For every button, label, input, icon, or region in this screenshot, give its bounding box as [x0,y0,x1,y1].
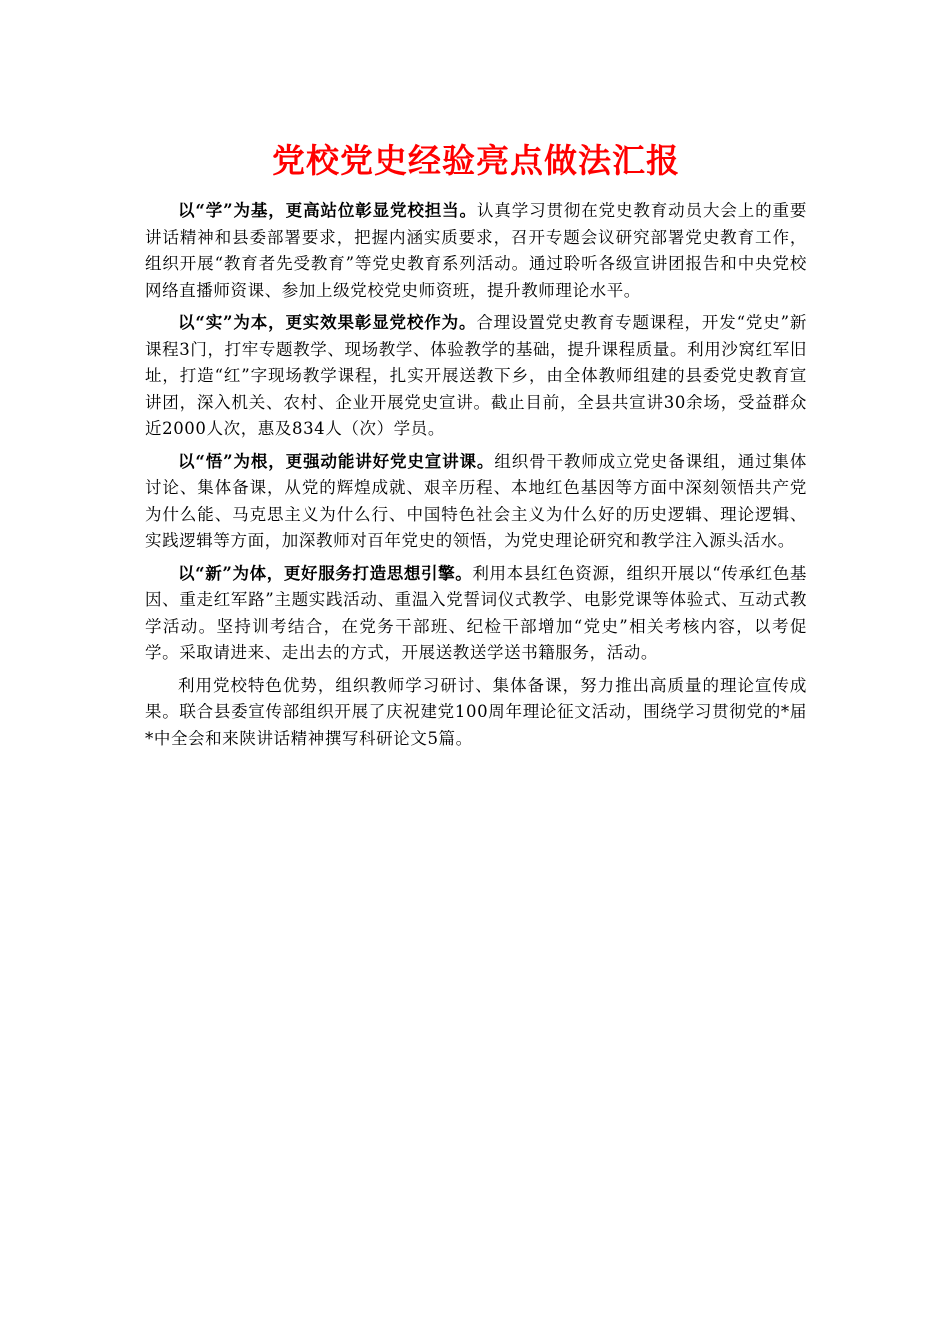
paragraph-body: 合理设置党史教育专题课程，开发“党史”新课程3门，打牢专题教学、现场教学、体验教学的基础，提升课程质量。利用沙窝红军旧址，打造“红”字现场教学课程，扎实开展送教下乡，由全体教师组建的县委党史教育宣讲团，深入机关、农村、企业开展党史宣讲。截止目前，全县共宣讲30余场，受益群众近2000人次，惠及834人（次）学员。 [145,313,807,438]
paragraph-body: 认真学习贯彻在党史教育动员大会上的重要讲话精神和县委部署要求，把握内涵实质要求，召开专题会议研究部署党史教育工作，组织开展“教育者先受教育”等党史教育系列活动。通过聆听各级宣讲团报告和中央党校网络直播师资课、参加上级党校党史师资班，提升教师理论水平。 [145,201,807,300]
paragraph-achievements [145,673,807,753]
document-page [145,136,807,758]
paragraph-innovation [145,561,807,667]
paragraph-lead: 以“悟”为根，更强动能讲好党史宣讲课。 [178,451,495,471]
paragraph-lead: 以“学”为基，更高站位彰显党校担当。 [178,201,477,220]
paragraph-understanding [145,449,807,555]
paragraph-body: 利用党校特色优势，组织教师学习研讨、集体备课，努力推出高质量的理论宣传成果。联合县委宣传部组织开展了庆祝建党100周年理论征文活动，围绕学习贯彻党的*届*中全会和来陕讲话精神撰写科研论文5篇。 [145,675,807,748]
paragraph-study [145,198,807,304]
paragraph-lead: 以“实”为本，更实效果彰显党校作为。 [178,313,477,332]
paragraph-practice [145,310,807,443]
document-title: 党校党史经验亮点做法汇报 [272,141,680,180]
paragraph-body: 组织骨干教师成立党史备课组，通过集体讨论、集体备课，从党的辉煌成就、艰辛历程、本地红色基因等方面中深刻领悟共产党为什么能、马克思主义为什么行、中国特色社会主义为什么好的历史逻辑、理论逻辑、实践逻辑等方面，加深教师对百年党史的领悟，为党史理论研究和教学注入源头活水。 [145,451,807,550]
paragraph-lead: 以“新”为体，更好服务打造思想引擎。 [178,563,473,583]
paragraph-body: 利用本县红色资源，组织开展以“传承红色基因、重走红军路”主题实践活动、重温入党誓词仪式教学、电影党课等体验式、互动式教学活动。坚持训考结合，在党务干部班、纪检干部增加“党史”相关考核内容，以考促学。采取请进来、走出去的方式，开展送教送学送书籍服务，活动。 [145,563,807,662]
